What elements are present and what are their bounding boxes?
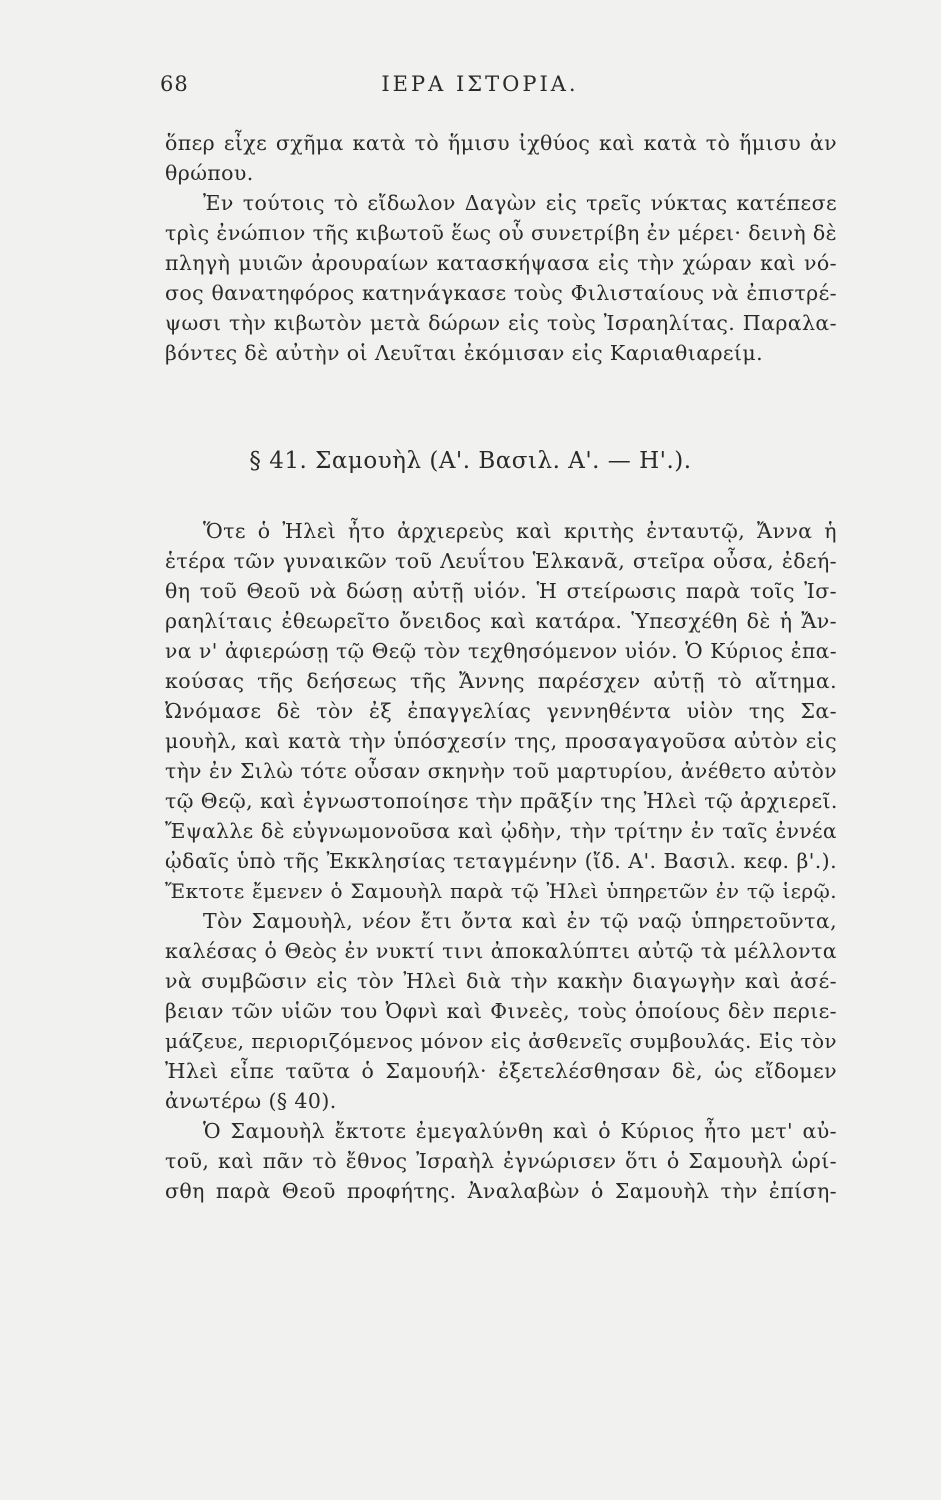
text-line: ὅπερ εἶχε σχῆμα κατὰ τὸ ἥμισυ ἰχθύος καὶ κατὰ τὸ ἥμισυ ἀν (165, 131, 837, 155)
text-line: Ἔκτοτε ἔμενεν ὁ Σαμουὴλ παρὰ τῷ Ἠλεὶ ὑπηρετῶν ἐν τῷ ἱερῷ. (165, 879, 837, 903)
text-line: Ὅτε ὁ Ἠλεὶ ἦτο ἀρχιερεὺς καὶ κριτὴς ἐνταυτῷ, Ἄννα ἡ (203, 519, 837, 543)
text-line: μάζευε, περιοριζόμενος μόνον εἰς ἀσθενεῖς συμβουλάς. Εἰς τὸν (165, 1029, 837, 1053)
text-line: Ὠνόμασε δὲ τὸν ἐξ ἐπαγγελίας γεννηθέντα υἱὸν της Σα- (165, 699, 837, 723)
text-line: βόντες δὲ αὐτὴν οἱ Λευῖται ἐκόμισαν εἰς Καριαθιαρείμ. (165, 341, 763, 365)
text-line: τρὶς ἐνώπιον τῆς κιβωτοῦ ἕως οὗ συνετρίβη ἐν μέρει· δεινὴ δὲ (165, 221, 838, 245)
text-line: νὰ συμβῶσιν εἰς τὸν Ἠλεὶ διὰ τὴν κακὴν διαγωγὴν καὶ ἀσέ- (165, 969, 837, 993)
text-line: Τὸν Σαμουὴλ, νέον ἔτι ὄντα καὶ ἐν τῷ ναῷ ὑπηρετοῦντα, (203, 909, 837, 933)
text-line: ψωσι τὴν κιβωτὸν μετὰ δώρων εἰς τοὺς Ἰσραηλίτας. Παραλα- (165, 311, 837, 335)
text-line: ἀνωτέρω (§ 40). (165, 1089, 337, 1113)
text-line: τὴν ἐν Σιλὼ τότε οὖσαν σκηνὴν τοῦ μαρτυρίου, ἀνέθετο αὐτὸν (165, 759, 837, 783)
text-line: πληγὴ μυιῶν ἀρουραίων κατασκήψασα εἰς τὴν χώραν καὶ νό- (165, 251, 837, 275)
text-line: θρώπου. (165, 161, 254, 185)
paragraph-dagon (165, 128, 837, 368)
page-header (160, 72, 800, 106)
text-line: ᾠδαῖς ὑπὸ τῆς Ἐκκλησίας τεταγμένην (ἴδ. Α'. Βασιλ. κεφ. β'.). (165, 849, 837, 873)
text-line: θη τοῦ Θεοῦ νὰ δώσῃ αὐτῇ υἱόν. Ἡ στείρωσις παρὰ τοῖς Ἰσ- (165, 579, 837, 603)
text-line: ἑτέρα τῶν γυναικῶν τοῦ Λευΐτου Ἑλκανᾶ, στεῖρα οὖσα, ἐδεή- (165, 549, 837, 573)
paragraph-samuel (165, 516, 837, 1206)
text-line: βειαν τῶν υἱῶν του Ὀφνὶ καὶ Φινεὲς, τοὺς ὁποίους δὲν περιε- (165, 999, 837, 1023)
text-line: μουὴλ, καὶ κατὰ τὴν ὑπόσχεσίν της, προσαγαγοῦσα αὐτὸν εἰς (165, 729, 837, 753)
text-line: Ὁ Σαμουὴλ ἔκτοτε ἐμεγαλύνθη καὶ ὁ Κύριος ἦτο μετ' αὐ- (203, 1119, 837, 1143)
text-line: τῷ Θεῷ, καὶ ἐγνωστοποίησε τὴν πρᾶξίν της Ἠλεὶ τῷ ἀρχιερεῖ. (165, 789, 838, 813)
text-line: Ἐν τούτοις τὸ εἴδωλον Δαγὼν εἰς τρεῖς νύκτας κατέπεσε (203, 191, 837, 215)
section-heading: § 41. Σαμουὴλ (Α'. Βασιλ. Α'. — Η'.). (249, 448, 692, 474)
text-line: Ἠλεὶ εἶπε ταῦτα ὁ Σαμουήλ· ἐξετελέσθησαν δὲ, ὡς εἴδομεν (165, 1059, 837, 1083)
text-line: καλέσας ὁ Θεὸς ἐν νυκτί τινι ἀποκαλύπτει αὐτῷ τὰ μέλλοντα (165, 939, 837, 963)
text-line: σθη παρὰ Θεοῦ προφήτης. Ἀναλαβὼν ὁ Σαμουὴλ τὴν ἐπίση- (165, 1179, 837, 1203)
text-line: τοῦ, καὶ πᾶν τὸ ἔθνος Ἰσραὴλ ἐγνώρισεν ὅτι ὁ Σαμουὴλ ὡρί- (165, 1149, 837, 1173)
text-line: να ν' ἀφιερώσῃ τῷ Θεῷ τὸν τεχθησόμενον υἱόν. Ὁ Κύριος ἐπα- (165, 639, 837, 663)
page-number: 68 (160, 72, 189, 96)
text-line: Ἔψαλλε δὲ εὐγνωμονοῦσα καὶ ᾠδὴν, τὴν τρίτην ἐν ταῖς ἐννέα (165, 819, 837, 843)
running-title: ΙΕΡΑ ΙΣΤΟΡΙΑ. (381, 72, 579, 96)
text-line: ραηλίταις ἐθεωρεῖτο ὄνειδος καὶ κατάρα. Ὑπεσχέθη δὲ ἡ Ἄν- (165, 609, 837, 633)
text-line: κούσας τῆς δεήσεως τῆς Ἄννης παρέσχεν αὐτῇ τὸ αἴτημα. (165, 669, 837, 693)
text-line: σος θανατηφόρος κατηνάγκασε τοὺς Φιλισταίους νὰ ἐπιστρέ- (165, 281, 837, 305)
